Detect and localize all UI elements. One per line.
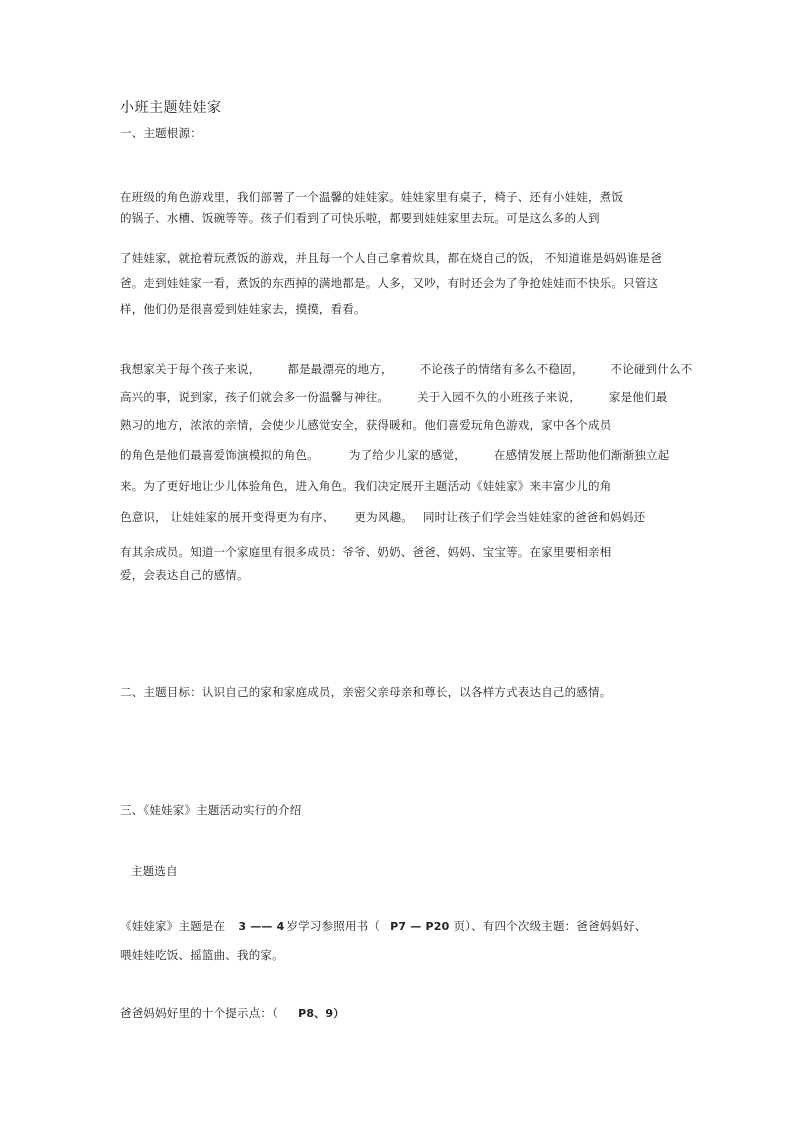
paragraph-2-line-2 — [120, 390, 667, 404]
paragraph-1-line-1: 在班级的角色游戏里，我们部署了一个温馨的娃娃家。娃娃家里有桌子，椅子、还有小娃娃，煮饭 — [120, 190, 624, 204]
text-segment: 关于入园不久的小班孩子来说， — [417, 390, 581, 404]
document-title: 小班主题娃娃家 — [120, 100, 222, 116]
text-segment: 的角色是他们最喜爱饰演模拟的角色。 — [120, 448, 319, 462]
text-segment: 都是最漂亮的地方， — [287, 362, 393, 376]
paragraph-1-line-5: 样，他们仍是很喜爱到娃娃家去，摸摸，看看。 — [120, 302, 366, 316]
section-2-goals: 二、主题目标：认识自己的家和家庭成员，亲密父亲母亲和尊长，以各样方式表达自己的感情。 — [120, 685, 612, 699]
text-segment: P7 — P20 — [390, 920, 450, 933]
text-segment: 爸爸妈妈好里的十个提示点：（ — [120, 1006, 279, 1020]
paragraph-2-line-6 — [120, 510, 645, 524]
paragraph-1-line-4: 爸。走到娃娃家一看，煮饭的东西掉的满地都是。人多，又吵，有时还会为了争抢娃娃而不快乐。只管这 — [120, 276, 659, 290]
subsection-heading: 主题选自 — [131, 864, 178, 878]
text-segment: 《娃娃家》主题是在 — [120, 919, 226, 933]
text-segment: 岁学习参照用书（ — [286, 919, 381, 933]
text-segment: P8、9） — [298, 1007, 345, 1020]
text-segment: 在感情发展上帮助他们渐渐独立起 — [493, 448, 670, 462]
text-segment: 更为风趣。 — [354, 510, 413, 524]
paragraph-2-line-8: 爱，会表达自己的感情。 — [120, 568, 249, 582]
paragraph-2-line-5: 来。为了更好地让少儿体验角色，进入角色。我们决定展开主题活动《娃娃家》来丰富少儿的角 — [120, 479, 612, 493]
section-3-heading: 三、《娃娃家》主题活动实行的介绍 — [120, 803, 302, 817]
paragraph-1-line-3: 了娃娃家，就抢着玩煮饭的游戏，并且每一个人自己拿着炊具，都在烧自己的饭， 不知道谁是妈妈谁是爸 — [120, 251, 663, 265]
paragraph-2-line-3: 熟习的地方，浓浓的亲情，会使少儿感觉安全，获得暖和。他们喜爱玩角色游戏，家中各个成员 — [120, 418, 612, 432]
paragraph-3-line-1 — [120, 919, 647, 934]
paragraph-2-line-4 — [120, 448, 669, 462]
text-segment: 我想家关于每个孩子来说， — [120, 362, 261, 376]
section-1-heading: 一、主题根源： — [120, 126, 202, 140]
text-segment: 家是他们最 — [608, 390, 668, 404]
text-segment: 不论碰到什么不 — [610, 362, 693, 376]
text-segment: 不论孩子的情绪有多么不稳固， — [419, 362, 584, 376]
paragraph-2-line-7: 有其余成员。知道一个家庭里有很多成员：爷爷、奶奶、爸爸、妈妈、宝宝等。在家里要相亲相 — [120, 545, 612, 559]
paragraph-1-line-2: 的锅子、水槽、饭碗等等。孩子们看到了可快乐啦，都要到娃娃家里去玩。可是这么多的人到 — [120, 211, 600, 225]
text-segment: 页）、有四个次级主题：爸爸妈妈好、 — [453, 919, 647, 933]
paragraph-4-line-1 — [120, 1006, 344, 1021]
text-segment: 3 —— 4 — [238, 920, 285, 933]
text-segment: 色意识， 让娃娃家的展开变得更为有序、 — [120, 510, 335, 524]
text-segment: 为了给少儿家的感觉， — [348, 448, 466, 462]
text-segment: 同时让孩子们学会当娃娃家的爸爸和妈妈还 — [422, 510, 646, 524]
paragraph-3-line-2: 喂娃娃吃饭、摇篮曲、我的家。 — [120, 948, 284, 962]
text-segment: 高兴的事，说到家，孩子们就会多一份温馨与神往。 — [120, 390, 390, 404]
paragraph-2-line-1 — [120, 362, 692, 376]
